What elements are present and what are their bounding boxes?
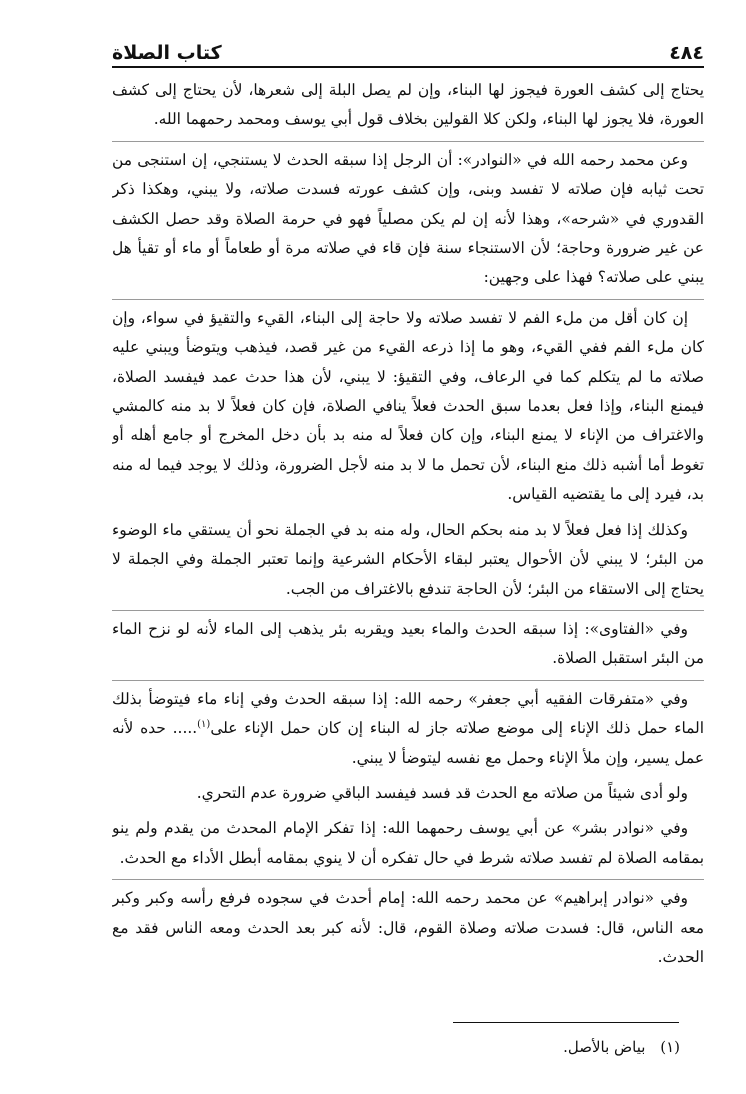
paragraph: ولو أدى شيئاً من صلاته مع الحدث قد فسد فيفسد الباقي ضرورة عدم التحري. [196,783,688,802]
chapter-title: كتاب الصلاة [112,42,222,64]
paragraph: وعن محمد رحمه الله في «النوادر»: أن الرجل إذا سبقه الحدث لا يستنجي، إن استنجى من تحت ثيابه فإن صلاته لا تفسد وبنى، وإن كشف عورته فسدت صلاته، ولا يبني، وهكذا ذكر القدوري في «شرحه»، وهذا لأنه إن لم يكن مصلياً فهو في حرمة الصلاة وقد حصل الكشف عن غير ضرورة وحاجة؛ لأن الاستنجاء سنة فإن قاء في صلاته مرة أو طعاماً أو ماء أو تقيأ هل يبني على صلاته؟ فهذا على وجهين: [112,141,704,293]
paragraph: وكذلك إذا فعل فعلاً لا بد منه بحكم الحال، وله منه بد في الجملة نحو أن يستقي ماء الوضوء من البئر؛ لا يبني لأن الأحوال يعتبر لبقاء الأحكام الشرعية وإنما تعتبر الجملة وفي الجملة لا يحتاج إلى الاستقاء من البئر؛ لأن الحاجة تندفع بالاغتراف من الجب. [112,520,704,598]
paragraph: يحتاج إلى كشف العورة فيجوز لها البناء، وإن لم يصل البلة إلى شعرها، لأن يحتاج إلى كشف العورة، فلا يجوز لها البناء، ولكن كلا القولين بخلاف قول أبي يوسف ومحمد رحمهما الله. [112,81,704,129]
footnote [312,1036,680,1058]
paragraph-with-footnote [112,680,704,773]
paragraph: إن كان أقل من ملء الفم لا تفسد صلاته ولا حاجة إلى البناء، القيء والتقيؤ في سواء، وإن كان ملء الفم ففي القيء، وهو ما إذا ذرعه القيء من غير قصد، فيذهب ويتوضأ ويبني عليه صلاته ما لم يتكلم كما في الرعاف، وفي التقيؤ: لا يبني، لأن هذا حدث عمد فيفسد الصلاة، فيمنع البناء، وإذا فعل بعدما سبق الحدث فعلاً ينافي الصلاة، فإن كان فعلاً لا بد منه كالمشي والاغتراف من الإناء لا يمنع البناء، وإن كان فعلاً له منه بد بأن دخل المخرج أو جامع أهله أو تغوط أما أشبه ذلك منع البناء، لأن تحمل ما لا بد منه لأجل الضرورة، وذلك لا يوجد فيما له منه بد، فيرد إلى ما يقتضيه القياس. [112,299,704,510]
footnote-text: بياض بالأصل. [563,1038,646,1056]
page-number: ٤٨٤ [669,42,704,64]
footnote-reference[interactable]: (١) [197,719,211,730]
paragraph: وفي «نوادر بشر» عن أبي يوسف رحمهما الله: إذا تفكر الإمام المحدث من يقدم ولم ينو بمقامه الصلاة لم تفسد صلاته شرط في حال تفكره أن لا ينوي بمقامه أبطل الأداء مع الحدث. [112,819,704,867]
page-header [112,36,704,64]
paragraph: وفي «نوادر إبراهيم» عن محمد رحمه الله: إمام أحدث في سجوده فرفع رأسه وكبر وكبر معه الناس، قال: فسدت صلاته وصلاة القوم، قال: لأنه كبر بعد الحدث ومعه الناس فقد مع الحدث. [112,879,704,972]
paragraph-text: وفي «متفرقات الفقيه أبي جعفر» رحمه الله: إذا سبقه الحدث وفي إناء ماء فيتوضأ بذلك الماء حمل ذلك الإناء إلى موضع صلاته جاز له البناء إن كان حمل الإناء على [112,689,704,738]
paragraph: وفي «الفتاوى»: إذا سبقه الحدث والماء بعيد ويقربه بئر يذهب إلى الماء لأنه لو نزح الماء من البئر استقبل الصلاة. [112,610,704,674]
paragraph-continuation: ..... حده لأنه عمل يسير، وإن ملأ الإناء وحمل مع نفسه ليتوضأ لا يبني. [112,719,704,767]
footnote-number: (١) [660,1038,680,1056]
footnote-rule [453,1022,679,1023]
body-text [112,76,704,1014]
header-rule [112,66,704,68]
